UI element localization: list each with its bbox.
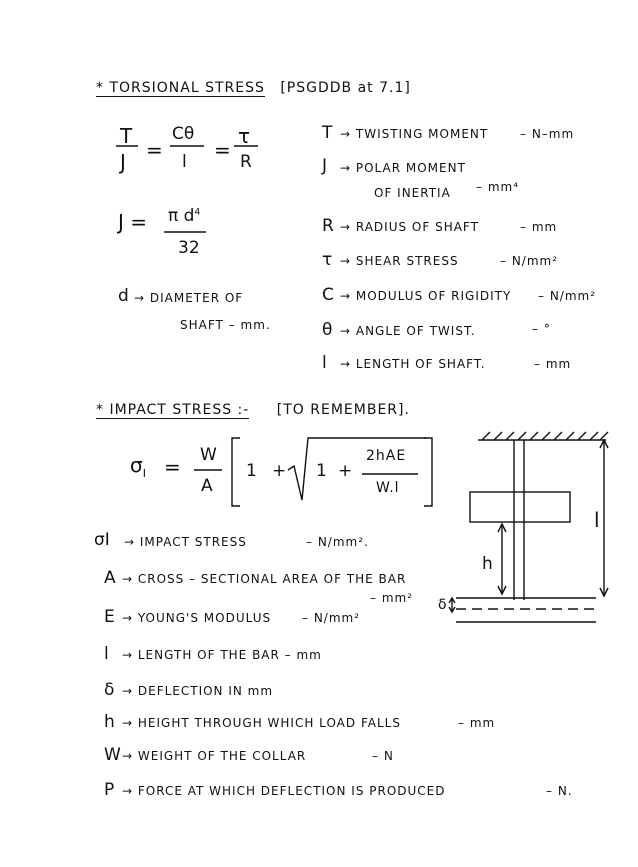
- def-symbol: J: [322, 156, 328, 176]
- j-lhs: J =: [118, 210, 148, 234]
- def-unit: – °: [532, 322, 551, 336]
- def-text: → DEFLECTION IN mm: [122, 684, 274, 698]
- def-text: → POLAR MOMENT: [340, 161, 466, 175]
- def-unit: – mm: [534, 357, 572, 371]
- fraction-A: A: [201, 476, 213, 496]
- diagram-deflection-label: δ: [438, 597, 448, 613]
- term-one-1: 1: [246, 461, 257, 481]
- d-symbol: d: [118, 286, 129, 306]
- impact-equals: =: [164, 455, 181, 479]
- def-unit: – N/mm²: [302, 611, 361, 625]
- square-root-sign: [288, 438, 426, 500]
- j-numerator: π $d^4$: [168, 206, 201, 226]
- def-text: → YOUNG'S MODULUS: [122, 611, 272, 625]
- eq-T: T: [120, 124, 133, 148]
- right-square-bracket: [424, 438, 432, 506]
- def-unit: – N/mm².: [306, 535, 369, 549]
- eq-equals-1: =: [146, 138, 163, 162]
- def-symbol: τ: [322, 250, 333, 270]
- def-text: → LENGTH OF THE BAR – mm: [122, 648, 322, 662]
- left-square-bracket: [232, 438, 240, 506]
- term-plus-2: +: [338, 461, 353, 481]
- def-unit: – mm²: [370, 591, 414, 605]
- d-line2: SHAFT – mm.: [180, 318, 271, 332]
- radical-denominator: W.l: [376, 480, 400, 496]
- def-symbol: P: [104, 780, 115, 800]
- def-unit: – mm: [458, 716, 496, 730]
- term-plus-1: +: [272, 461, 287, 481]
- def-symbol: C: [322, 285, 334, 305]
- eq-J: J: [120, 150, 126, 174]
- def-text: → IMPACT STRESS: [124, 535, 247, 549]
- eq-l: l: [182, 152, 187, 172]
- def-text: → SHEAR STRESS: [340, 254, 459, 268]
- sigma-symbol: $\sigma_I$: [130, 453, 146, 480]
- collar: [470, 492, 570, 522]
- def-symbol: δ: [104, 680, 115, 700]
- j-denominator: 32: [178, 238, 200, 258]
- def-text: → CROSS – SECTIONAL AREA OF THE BAR: [122, 572, 407, 586]
- support-hatching: [482, 432, 608, 440]
- radical-numerator: 2hAE: [366, 448, 407, 464]
- def-symbol: l: [322, 353, 327, 373]
- def-symbol: l: [104, 644, 109, 664]
- def-text: → FORCE AT WHICH DEFLECTION IS PRODUCED: [122, 784, 446, 798]
- def-unit: – N: [372, 749, 394, 763]
- diagram-height-label: h: [482, 554, 493, 574]
- d-line1: → DIAMETER OF: [134, 291, 244, 305]
- impact-heading-text: * IMPACT STRESS :-: [96, 402, 250, 418]
- def-symbol: E: [104, 607, 115, 627]
- impact-remember: [TO REMEMBER].: [276, 402, 410, 418]
- eq-R: R: [240, 152, 252, 172]
- fraction-W: W: [200, 445, 217, 465]
- term-one-2: 1: [316, 461, 327, 481]
- def-symbol: W: [104, 745, 121, 765]
- def-symbol: T: [322, 123, 333, 143]
- eq-tau: τ: [238, 124, 251, 148]
- def-unit: – N.: [546, 784, 573, 798]
- def-text: OF INERTIA: [374, 186, 451, 200]
- def-text: → HEIGHT THROUGH WHICH LOAD FALLS: [122, 716, 401, 730]
- torsion-reference: [PSGDDB at 7.1]: [280, 80, 411, 96]
- def-unit: – N/mm²: [538, 289, 597, 303]
- torsion-heading-text: * TORSIONAL STRESS: [96, 80, 265, 96]
- def-text: → RADIUS OF SHAFT: [340, 220, 479, 234]
- def-text: → ANGLE OF TWIST.: [340, 324, 476, 338]
- def-unit: – N/mm²: [500, 254, 559, 268]
- def-symbol: A: [104, 568, 116, 588]
- def-text: → MODULUS OF RIGIDITY: [340, 289, 512, 303]
- def-text: → WEIGHT OF THE COLLAR: [122, 749, 307, 763]
- def-symbol: R: [322, 216, 334, 236]
- def-unit: – N–mm: [520, 127, 575, 141]
- def-symbol: σI: [94, 530, 110, 550]
- def-text: → LENGTH OF SHAFT.: [340, 357, 486, 371]
- def-symbol: θ: [322, 320, 333, 340]
- eq-C-theta: Cθ: [172, 124, 195, 144]
- def-text: → TWISTING MOMENT: [340, 127, 489, 141]
- eq-equals-2: =: [214, 138, 231, 162]
- diagram-length-label: l: [594, 508, 600, 532]
- def-unit: – mm⁴: [476, 180, 520, 194]
- def-symbol: h: [104, 712, 115, 732]
- def-unit: – mm: [520, 220, 558, 234]
